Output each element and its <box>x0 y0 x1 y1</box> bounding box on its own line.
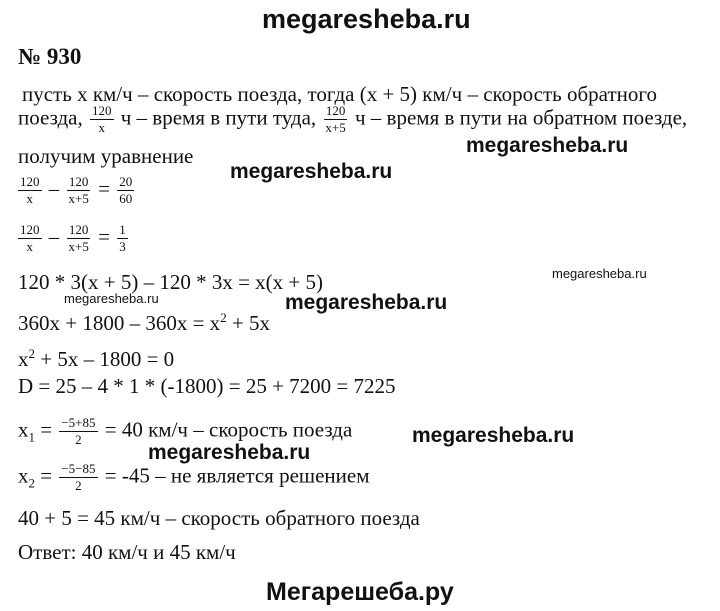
equation-4 <box>18 306 270 335</box>
text-line-2 <box>18 104 687 135</box>
text-line-1: пусть x км/ч – скорость поезда, тогда (x + 5) км/ч – скорость обратного <box>22 82 657 106</box>
watermark: megaresheba.ru <box>466 134 629 157</box>
equation-5-rest: + 5x – 1800 = 0 <box>35 347 175 371</box>
fraction <box>18 175 42 206</box>
equation-2 <box>16 223 130 254</box>
watermark: megaresheba.ru <box>285 291 448 314</box>
root-var: x <box>18 417 29 442</box>
discriminant-line: D = 25 – 4 * 1 * (-1800) = 25 + 7200 = 7225 <box>18 374 396 398</box>
header-site-title: megaresheba.ru <box>262 4 471 34</box>
root-x2 <box>18 462 369 496</box>
watermark: megaresheba.ru <box>412 424 575 447</box>
answer-line: Ответ: 40 км/ч и 45 км/ч <box>18 540 236 564</box>
fraction <box>59 416 97 447</box>
fraction <box>67 175 91 206</box>
fraction <box>18 223 42 254</box>
fraction-120-over-x-plus-5 <box>323 104 347 135</box>
watermark: megaresheba.ru <box>230 160 393 183</box>
fraction-numerator: 120 <box>68 174 89 189</box>
equation-4-left: 360x + 1800 – 360x = x <box>18 311 221 335</box>
fraction-numerator: 120 <box>68 222 89 237</box>
fraction-denominator: 3 <box>119 239 126 254</box>
fraction-denominator: x <box>26 239 33 254</box>
fraction-denominator: 2 <box>75 478 82 493</box>
root-subscript: 1 <box>28 429 35 445</box>
fraction-numerator: −5−85 <box>61 461 96 476</box>
fraction-denominator: 60 <box>119 191 133 206</box>
fraction-numerator: 120 <box>325 103 346 118</box>
fraction-numerator: 120 <box>20 222 40 237</box>
fraction-numerator: 120 <box>20 174 40 189</box>
fraction <box>59 462 97 493</box>
equation-7: 40 + 5 = 45 км/ч – скорость обратного поезда <box>18 506 420 530</box>
root-subscript: 2 <box>28 475 35 491</box>
root-var: x <box>18 463 29 488</box>
fraction-120-over-x <box>90 104 114 135</box>
equation-5 <box>18 342 174 371</box>
equals-sign: = <box>98 176 110 201</box>
fraction-denominator: x <box>98 120 105 135</box>
watermark: megaresheba.ru <box>148 441 311 464</box>
text-line-2-part-b: ч – время в пути туда, <box>120 105 317 130</box>
equation-1 <box>16 175 136 206</box>
text-line-2-part-c: ч – время в пути на обратном поезде, <box>355 105 688 130</box>
equals-sign: = <box>35 417 58 442</box>
minus-sign: – <box>48 224 60 249</box>
root-result: = -45 – не является решением <box>99 463 370 488</box>
equation-3: 120 * 3(x + 5) – 120 * 3x = x(x + 5) <box>18 270 324 294</box>
text-line-2-part-a: поезда, <box>18 105 83 130</box>
root-result: = 40 км/ч – скорость поезда <box>99 417 353 442</box>
fraction-denominator: x+5 <box>68 191 89 206</box>
watermark: megaresheba.ru <box>552 266 647 281</box>
fraction-numerator: −5+85 <box>61 415 96 430</box>
equals-sign: = <box>35 463 58 488</box>
minus-sign: – <box>48 176 60 201</box>
equation-5-var: x <box>18 347 29 371</box>
footer-site-title: Мегарешеба.ру <box>266 578 454 606</box>
equals-sign: = <box>98 224 110 249</box>
fraction <box>117 223 128 254</box>
fraction <box>67 223 91 254</box>
fraction-numerator: 120 <box>92 103 112 118</box>
fraction-denominator: x+5 <box>68 239 89 254</box>
exponent: 2 <box>220 310 227 325</box>
fraction-denominator: 2 <box>75 432 82 447</box>
equation-4-right: + 5x <box>226 311 271 335</box>
fraction <box>117 175 134 206</box>
fraction-numerator: 1 <box>119 222 126 237</box>
text-line-3: получим уравнение <box>18 144 194 168</box>
task-number: № 930 <box>18 44 82 69</box>
watermark: megaresheba.ru <box>64 291 159 306</box>
exponent: 2 <box>28 346 35 361</box>
fraction-denominator: x+5 <box>325 120 346 135</box>
fraction-denominator: x <box>26 191 33 206</box>
fraction-numerator: 20 <box>119 174 133 189</box>
